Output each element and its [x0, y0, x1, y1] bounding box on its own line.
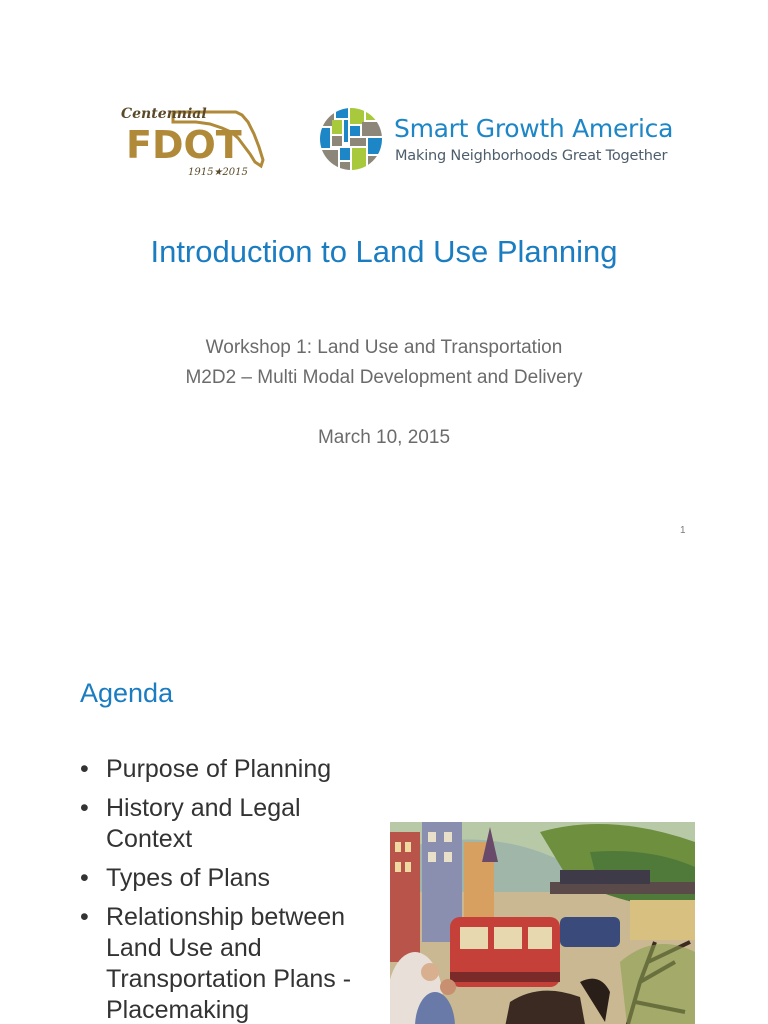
workshop-subtitle: Workshop 1: Land Use and Transportation	[205, 337, 563, 358]
agenda-item	[80, 902, 390, 1024]
bullet-icon: •	[80, 794, 89, 822]
agenda-item-text: History and Legal Context	[106, 794, 301, 853]
bullet-icon: •	[80, 903, 89, 931]
agenda-item-text: Relationship between Land Use and Transportation Plans - Placemaking	[106, 903, 352, 1024]
smart-growth-america-logo	[318, 106, 698, 176]
fdot-years-text: 1915★2015	[188, 167, 248, 178]
sga-mosaic-icon	[318, 106, 384, 172]
agenda-slide	[0, 580, 768, 1024]
agenda-item	[80, 863, 390, 894]
program-subtitle: M2D2 – Multi Modal Development and Delivery	[185, 367, 583, 388]
city-mural-painting	[390, 822, 695, 1024]
agenda-heading: Agenda	[80, 678, 174, 708]
sga-name-text: Smart Growth America	[394, 114, 674, 143]
slide-title: Introduction to Land Use Planning	[150, 234, 618, 269]
agenda-item-text: Types of Plans	[106, 864, 270, 892]
presentation-date: March 10, 2015	[317, 427, 451, 448]
agenda-item	[80, 793, 390, 855]
fdot-centennial-logo	[118, 100, 268, 182]
agenda-item-text: Purpose of Planning	[106, 755, 332, 783]
bullet-icon: •	[80, 864, 89, 892]
agenda-list	[80, 754, 390, 1024]
bullet-icon: •	[80, 755, 89, 783]
page-number: 1	[680, 525, 686, 536]
sga-tagline-text: Making Neighborhoods Great Together	[395, 148, 668, 164]
fdot-centennial-text: Centennial	[121, 106, 207, 122]
agenda-item	[80, 754, 390, 785]
fdot-main-text: FDOT	[126, 123, 242, 167]
